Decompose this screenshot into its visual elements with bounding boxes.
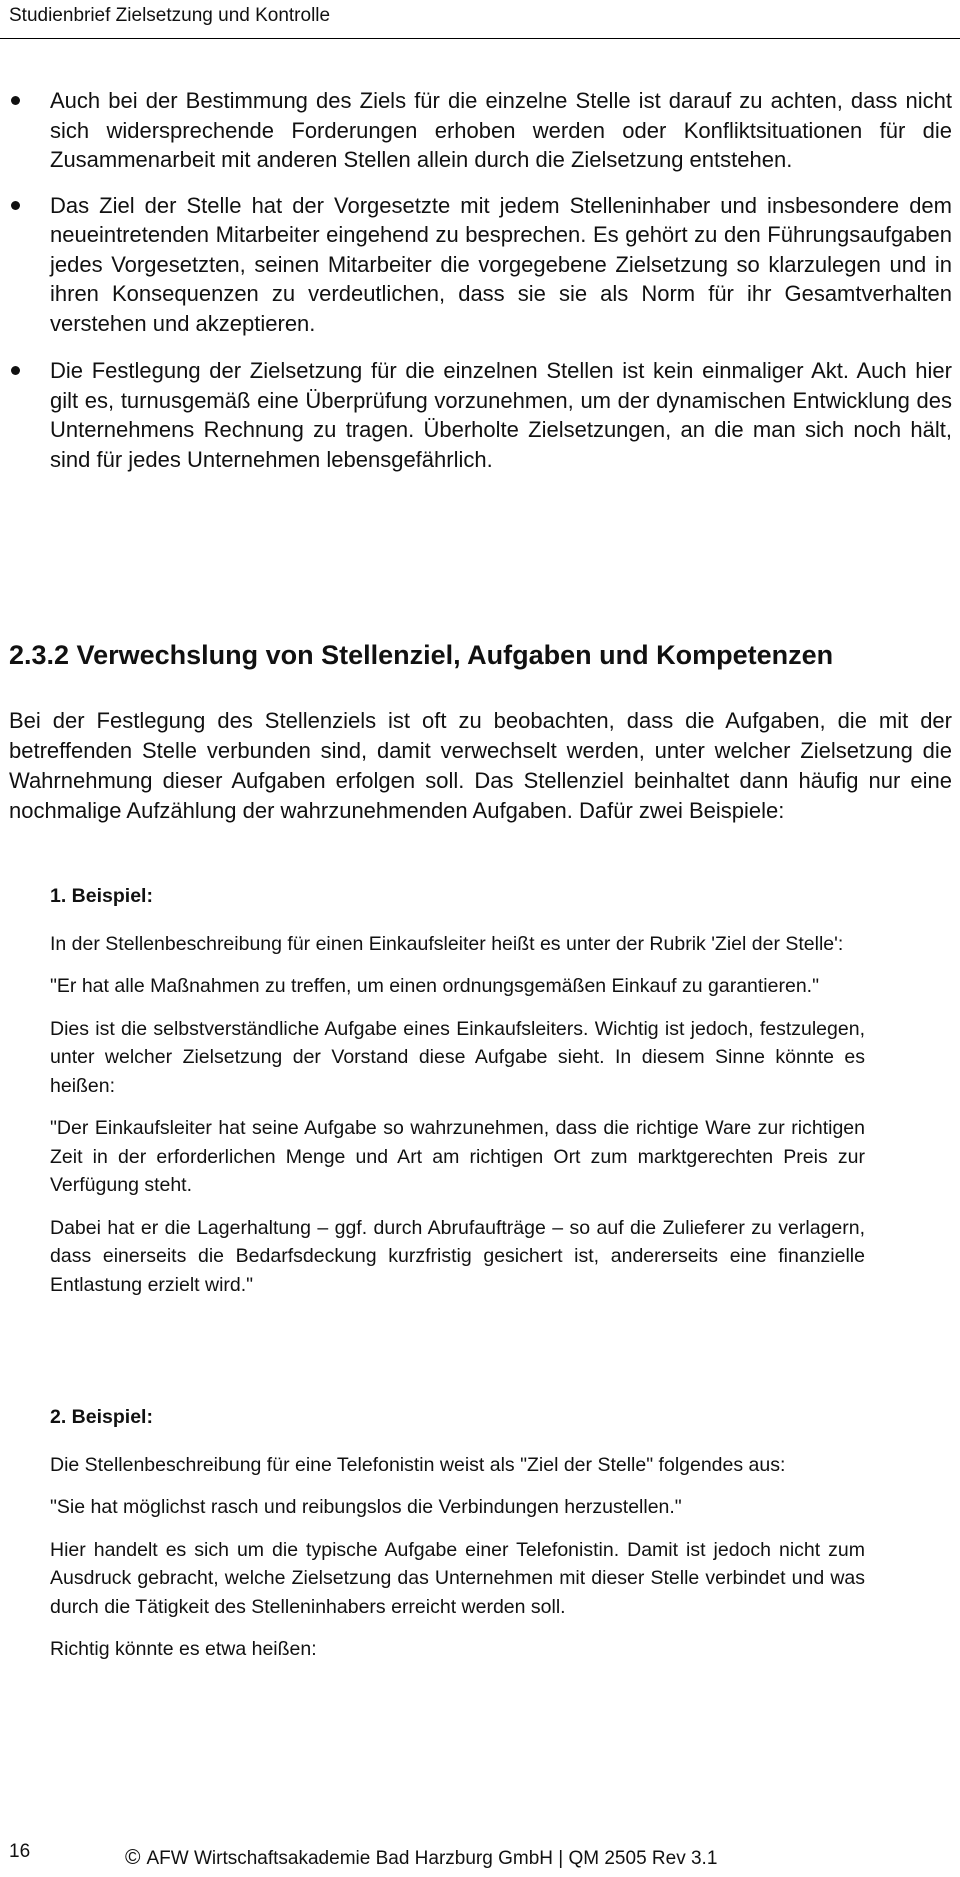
bullet-icon: [11, 96, 20, 105]
header-divider: [0, 38, 960, 39]
example-2-paragraph: Richtig könnte es etwa heißen:: [50, 1638, 317, 1660]
intro-paragraph: Bei der Festlegung des Stellenziels ist oft zu beobachten, dass die Aufgaben, die mit der betreffenden Stelle verbunden sind, damit verwechselt werden, unter welcher Zielsetzung die Wahrnehmung dieser Aufgaben erfolgen soll. Das Stellenziel beinhaltet dann häufig nur eine nochmalige Aufzählung der wahrzunehmenden Aufgaben. Dafür zwei Beispiele:: [9, 708, 952, 823]
page-number: 16: [9, 1841, 31, 1862]
bullet-list: [0, 86, 960, 492]
example-1: [50, 882, 865, 1313]
example-2-paragraph: "Sie hat möglichst rasch und reibungslos die Verbindungen herzustellen.": [50, 1496, 682, 1518]
example-1-paragraph: Dies ist die selbstverständliche Aufgabe eines Einkaufsleiters. Wichtig ist jedoch, festzulegen, unter welcher Zielsetzung der Vorstand diese Aufgabe sieht. In diesem Sinne könnte es heißen:: [50, 1017, 865, 1097]
bullet-icon: [11, 366, 20, 375]
example-1-paragraph: In der Stellenbeschreibung für einen Einkaufsleiter heißt es unter der Rubrik 'Ziel der Stelle':: [50, 932, 844, 955]
copyright-icon: ©: [125, 1846, 141, 1869]
example-1-paragraph: Dabei hat er die Lagerhaltung – ggf. durch Abrufaufträge – so auf die Zulieferer zu verlagern, dass einerseits die Bedarfsdeckung kurzfristig gesichert ist, andererseits eine finanzielle Entlastung erzielt wird.": [50, 1216, 865, 1296]
example-2-paragraph: Hier handelt es sich um die typische Aufgabe einer Telefonistin. Damit ist jedoch nicht zum Ausdruck gebracht, welche Zielsetzung das Unternehmen mit dieser Stelle verbindet und was durch die Tätigkeit des Stelleninhabers erreicht werden soll.: [50, 1538, 865, 1618]
bullet-text: Auch bei der Bestimmung des Ziels für die einzelne Stelle ist darauf zu achten, dass nicht sich widersprechende Forderungen erhoben werden oder Konfliktsituationen für die Zusammenarbeit mit anderen Stellen allein durch die Zielsetzung entstehen.: [50, 88, 952, 172]
example-2: [50, 1403, 865, 1678]
bullet-text: Die Festlegung der Zielsetzung für die einzelnen Stellen ist kein einmaliger Akt. Auch hier gilt es, turnusgemäß eine Überprüfung vorzunehmen, um der dynamischen Entwicklung des Unternehmens Rechnung zu tragen. Überholte Zielsetzungen, an die man sich noch hält, sind für jedes Unternehmen lebensgefährlich.: [50, 358, 952, 472]
bullet-text: Das Ziel der Stelle hat der Vorgesetzte mit jedem Stelleninhaber und insbesondere dem neueintretenden Mitarbeiter eingehend zu besprechen. Es gehört zu den Führungsaufgaben jedes Vorgesetzten, seinen Mitarbeiter die vorgegebene Zielsetzung so klarzulegen und in ihren Konsequenzen zu verdeutlichen, dass sie sie als Norm für ihr Gesamtverhalten verstehen und akzeptieren.: [50, 192, 952, 336]
bullet-icon: [11, 201, 20, 210]
example-2-paragraph: Die Stellenbeschreibung für eine Telefonistin weist als "Ziel der Stelle" folgendes aus:: [50, 1453, 786, 1476]
bullet-item: [0, 86, 960, 175]
footer-copyright: [125, 1846, 717, 1871]
header-title: Studienbrief Zielsetzung und Kontrolle: [9, 5, 331, 26]
example-1-paragraph: "Er hat alle Maßnahmen zu treffen, um einen ordnungsgemäßen Einkauf zu garantieren.": [50, 975, 820, 997]
bullet-item: [0, 356, 960, 474]
example-1-paragraph: "Der Einkaufsleiter hat seine Aufgabe so wahrzunehmen, dass die richtige Ware zur richtigen Zeit in der erforderlichen Menge und Art am richtigen Ort zum marktgerechten Preis zur Verfügung steht.: [50, 1117, 865, 1196]
page-footer: [0, 1840, 960, 1870]
example-2-title: 2. Beispiel:: [50, 1406, 153, 1428]
section-heading: 2.3.2 Verwechslung von Stellenziel, Aufgaben und Kompetenzen: [9, 640, 834, 670]
footer-company: AFW Wirtschaftsakademie Bad Harzburg GmbH | QM 2505 Rev 3.1: [146, 1848, 718, 1869]
bullet-item: [0, 191, 960, 339]
example-1-title: 1. Beispiel:: [50, 885, 153, 907]
running-header: [9, 4, 330, 28]
